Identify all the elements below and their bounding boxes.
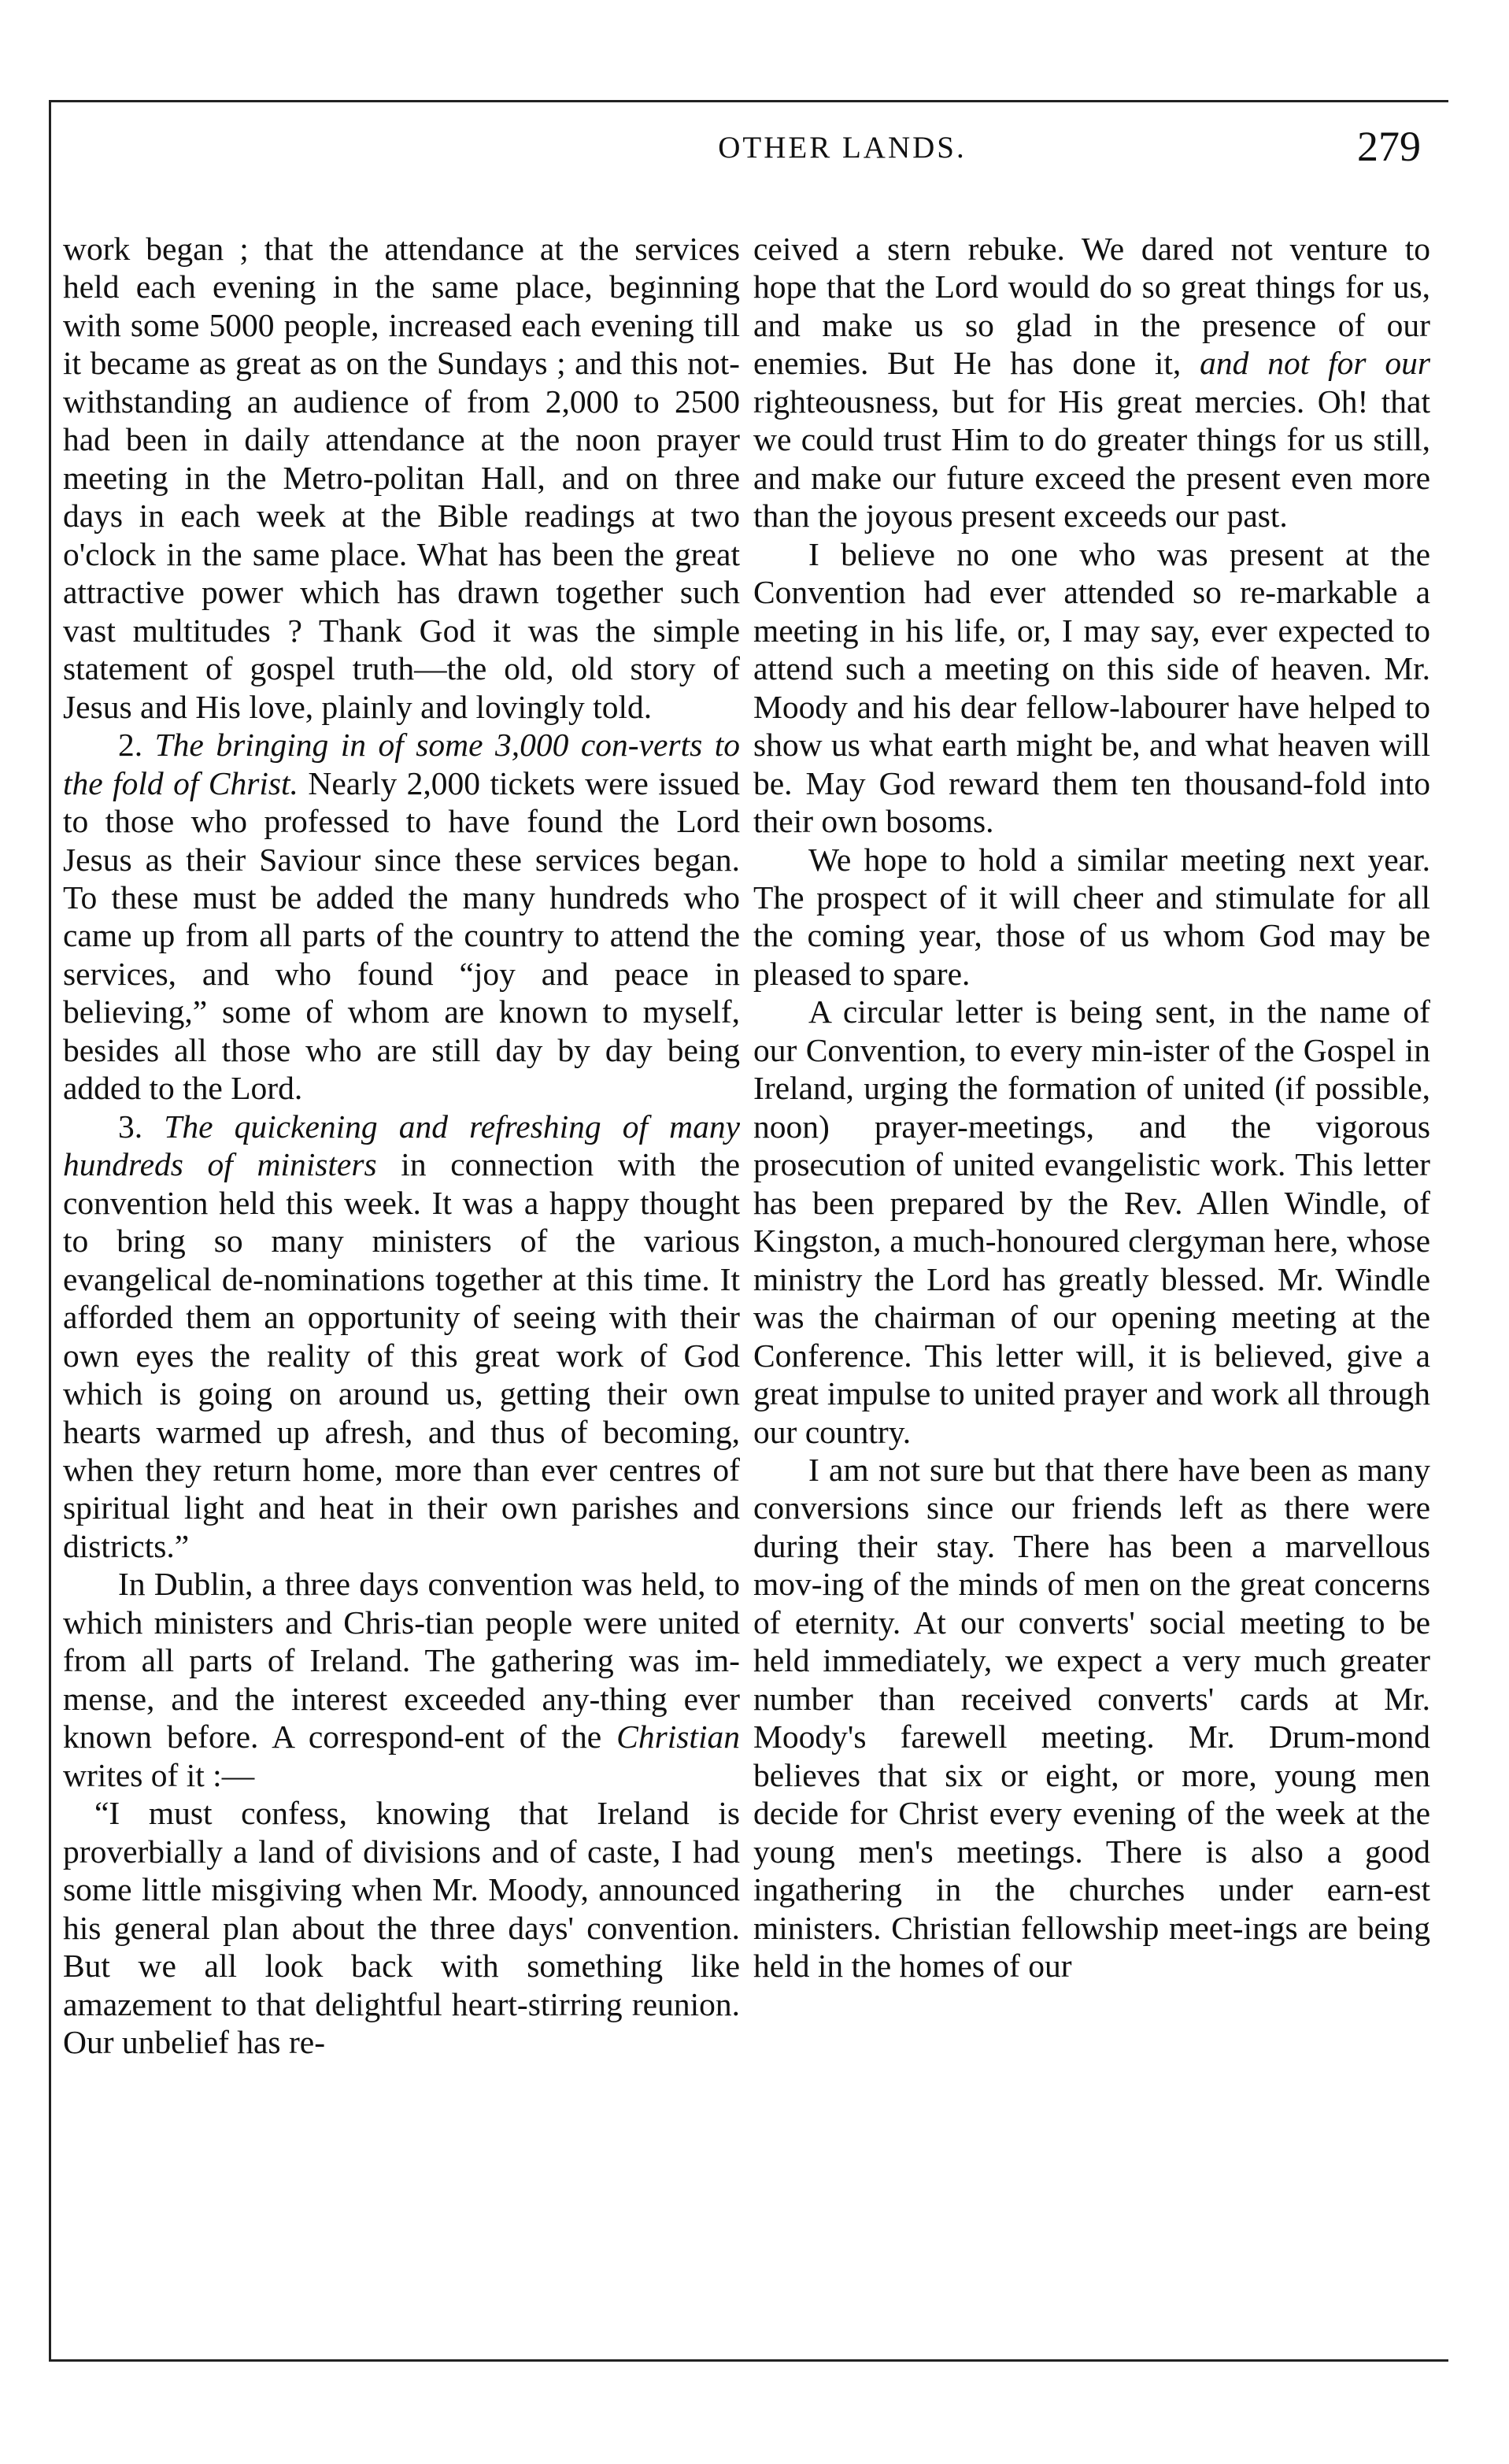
paragraph-1 bbox=[63, 230, 740, 726]
left-border-rule bbox=[49, 100, 51, 2362]
paragraph-text: I am not sure but that there have been as many conversions since our friends left as there were during their stay. There has been a marvellous mov-ing of the minds of men on the great concerns of eternity. At our converts' social meeting to be held immediately, we expect a very much greater number than received converts' cards at Mr. Moody's farewell meeting. Mr. Drum-mond believes that six or eight, or more, young men decide for Christ every evening of the week at the young men's meetings. There is also a good ingathering in the churches under earn-est ministers. Christian fellowship meet-ings are being held in the homes of our bbox=[753, 1452, 1430, 1985]
paragraph-text: ceived a stern rebuke. We dared not venture to hope that the Lord would do so great things for us, and make us so glad in the presence of our enemies. But He has done it, bbox=[753, 231, 1430, 382]
italic-heading: The bringing in of some 3,000 con-verts to the fold of Christ. bbox=[63, 727, 740, 801]
publication-title: Christian bbox=[616, 1719, 740, 1756]
paragraph-text: A circular letter is being sent, in the name of our Convention, to every min-ister of the Gospel in Ireland, urging the formation of united (if possible, noon) prayer-meetings, and the vigorous prosecution of united evangelistic work. This letter has been prepared by the Rev. Allen Windle, of Kingston, a much-honoured clergyman here, whose ministry the Lord has greatly blessed. Mr. Windle was the chairman of our opening meeting at the Conference. This letter will, it is believed, give a great impulse to united prayer and work all through our country. bbox=[753, 993, 1430, 1450]
paragraph-2 bbox=[63, 726, 740, 1108]
page-header bbox=[63, 123, 1433, 193]
paragraph-text: righteousness, but for His great mercies. Oh! that we could trust Him to do greater things for us still, and make our future exceed the present even more than the joyous present exceeds our past. bbox=[753, 383, 1430, 535]
list-number: 3. bbox=[118, 1108, 143, 1145]
paragraph-5 bbox=[753, 1451, 1430, 1985]
paragraph-4 bbox=[753, 993, 1430, 1451]
italic-heading: The quickening and refreshing of many hundreds of ministers bbox=[63, 1108, 741, 1183]
list-number: 2. bbox=[118, 727, 143, 764]
paragraph-text: Nearly 2,000 tickets were issued to those who professed to have found the Lord Jesus as their Saviour since these services began. To these must be added the many hundreds who came up from all parts of the country to attend the services, and who found “joy and peace in believing,” some of whom are known to myself, besides all those who are still day by day being added to the Lord. bbox=[63, 764, 740, 1107]
page-number: 279 bbox=[1357, 123, 1421, 170]
paragraph-text: I believe no one who was present at the Convention had ever attended so re-markable a meeting in his life, or, I may say, ever expected to attend such a meeting on this side of heaven. Mr. Moody and his dear fellow-labourer have helped to show us what earth might be, and what heaven will be. May God reward them ten thousand-fold into their own bosoms. bbox=[753, 535, 1430, 840]
quote-text: “I must confess, knowing that Ireland is proverbially a land of divisions and of caste, I had some little misgiving when Mr. Moody, announced his general plan about the three days' convention. But we all look back with something like amazement to that delightful heart-stirring reunion. Our unbelief has re- bbox=[63, 1795, 740, 2061]
paragraph-text: writes of it :— bbox=[63, 1756, 255, 1793]
left-text-column bbox=[63, 230, 740, 2062]
bottom-border-rule bbox=[49, 2359, 1448, 2362]
paragraph-5 bbox=[63, 1794, 740, 2061]
paragraph-text: In Dublin, a three days convention was held, to which ministers and Chris-tian people were united from all parts of Ireland. The gathering was im-mense, and the interest exceeded any-thing ever known before. A correspond-ent of the bbox=[63, 1566, 740, 1756]
paragraph-3 bbox=[63, 1108, 740, 1566]
paragraph-text: We hope to hold a similar meeting next year. The prospect of it will cheer and stimulate for all the coming year, those of us whom God may be pleased to spare. bbox=[753, 841, 1430, 992]
paragraph-text: work began ; that the attendance at the services held each evening in the same place, beginning with some 5000 people, increased each evening till it became as great as on the Sundays ; and this not-withstanding an audience of from 2,000 to 2500 had been in daily attendance at the noon prayer meeting in the Metro-politan Hall, and on three days in each week at the Bible readings at two o'clock in the same place. What has been the great attractive power which has drawn together such vast multitudes ? Thank God it was the simple statement of gospel truth—the old, old story of Jesus and His love, plainly and lovingly told. bbox=[63, 231, 740, 725]
top-border-rule bbox=[49, 100, 1448, 102]
running-head: OTHER LANDS. bbox=[718, 131, 967, 165]
paragraph-text: in connection with the convention held this week. It was a happy thought to bring so many ministers of the various evangelical de-nominations together at this time. It afforded them an opportunity of seeing with their own eyes the reality of this great work of God which is going on around us, getting their own hearts warmed up afresh, and thus of becoming, when they return home, more than ever centres of spiritual light and heat in their own parishes and districts.” bbox=[63, 1146, 741, 1564]
paragraph-3 bbox=[753, 841, 1430, 993]
italic-phrase: and not for our bbox=[1200, 345, 1431, 382]
paragraph-2 bbox=[753, 535, 1430, 841]
paragraph-4 bbox=[63, 1565, 740, 1794]
right-text-column bbox=[753, 230, 1430, 1985]
paragraph-1 bbox=[753, 230, 1430, 535]
